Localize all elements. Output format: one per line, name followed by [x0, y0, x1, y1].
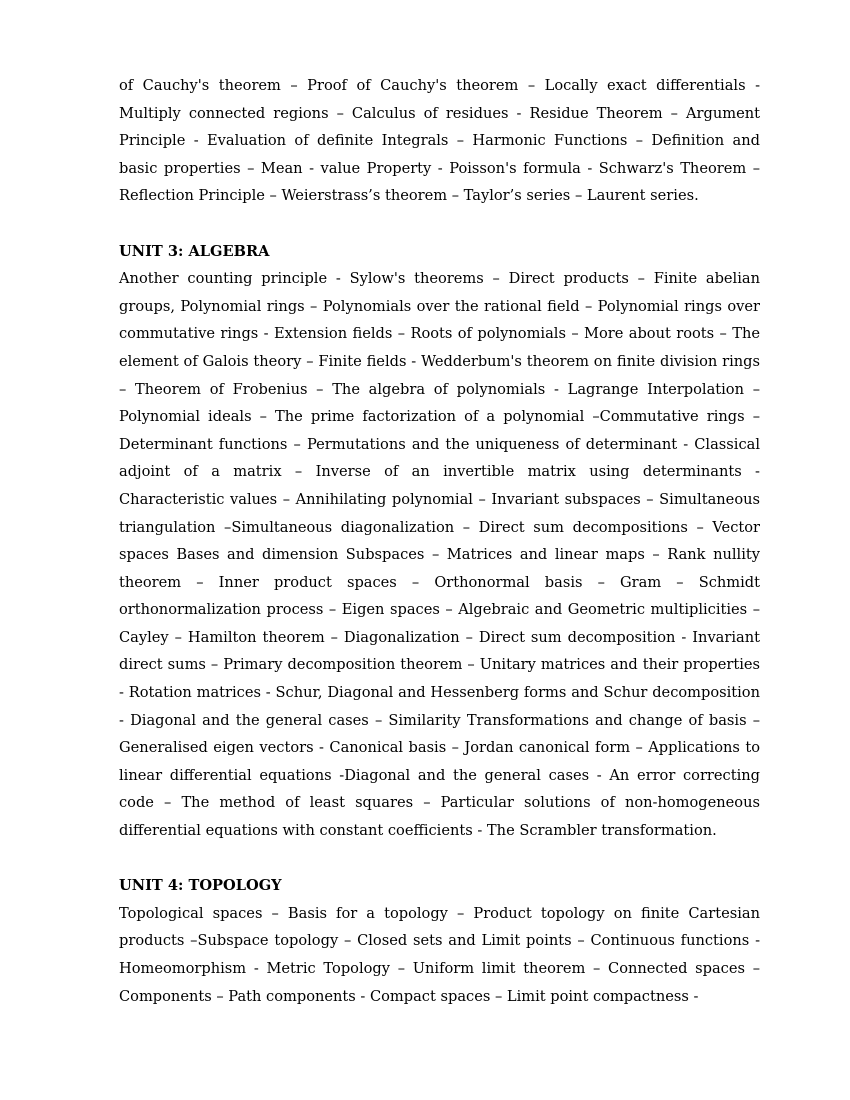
unit-4-heading: UNIT 4: TOPOLOGY [119, 877, 282, 895]
unit-3-heading: UNIT 3: ALGEBRA [119, 242, 270, 260]
continuation-paragraph: of Cauchy's theorem – Proof of Cauchy's theorem – Locally exact differentials - Multiply connected regions – Calculus of residues - Residue Theorem – Argument Principle - Evaluation of definite Integrals – Harmonic Functions – Definition and basic properties – Mean - value Property - Poisson's formula - Schwarz's Theorem – Reflection Principle – Weierstrass’s theorem – Taylor’s series – Laurent series. [119, 77, 760, 205]
unit-3-paragraph: Another counting principle - Sylow's theorems – Direct products – Finite abelian groups, Polynomial rings – Polynomials over the rational field – Polynomial rings over commutative rings - Extension fields – Roots of polynomials – More about roots – The element of Galois theory – Finite fields - Wedderbum's theorem on finite division rings – Theorem of Frobenius – The algebra of polynomials - Lagrange Interpolation – Polynomial ideals – The prime factorization of a polynomial –Commutative rings – Determinant functions – Permutations and the uniqueness of determinant - Classical adjoint of a matrix – Inverse of an invertible matrix using determinants - Characteristic values – Annihilating polynomial – Invariant subspaces – Simultaneous triangulation –Simultaneous diagonalization – Direct sum decompositions – Vector spaces Bases and dimension Subspaces – Matrices and linear maps – Rank nullity theorem – Inner product spaces – Orthonormal basis – Gram – Schmidt orthonormalization process – Eigen spaces – Algebraic and Geometric multiplicities – Cayley – Hamilton theorem – Diagonalization – Direct sum decomposition - Invariant direct sums – Primary decomposition theorem – Unitary matrices and their properties - Rotation matrices - Schur, Diagonal and Hessenberg forms and Schur decomposition - Diagonal and the general cases – Similarity Transformations and change of basis – Generalised eigen vectors - Canonical basis – Jordan canonical form – Applications to linear differential equations -Diagonal and the general cases - An error correcting code – The method of least squares – Particular solutions of non-homogeneous differential equations with constant coefficients - The Scrambler transformation. [119, 270, 760, 840]
unit-4-paragraph: Topological spaces – Basis for a topology – Product topology on finite Cartesian products –Subspace topology – Closed sets and Limit points – Continuous functions - Homeomorphism - Metric Topology – Uniform limit theorem – Connected spaces – Components – Path components - Compact spaces – Limit point compactness - [119, 904, 760, 1005]
document-page [119, 72, 760, 1010]
